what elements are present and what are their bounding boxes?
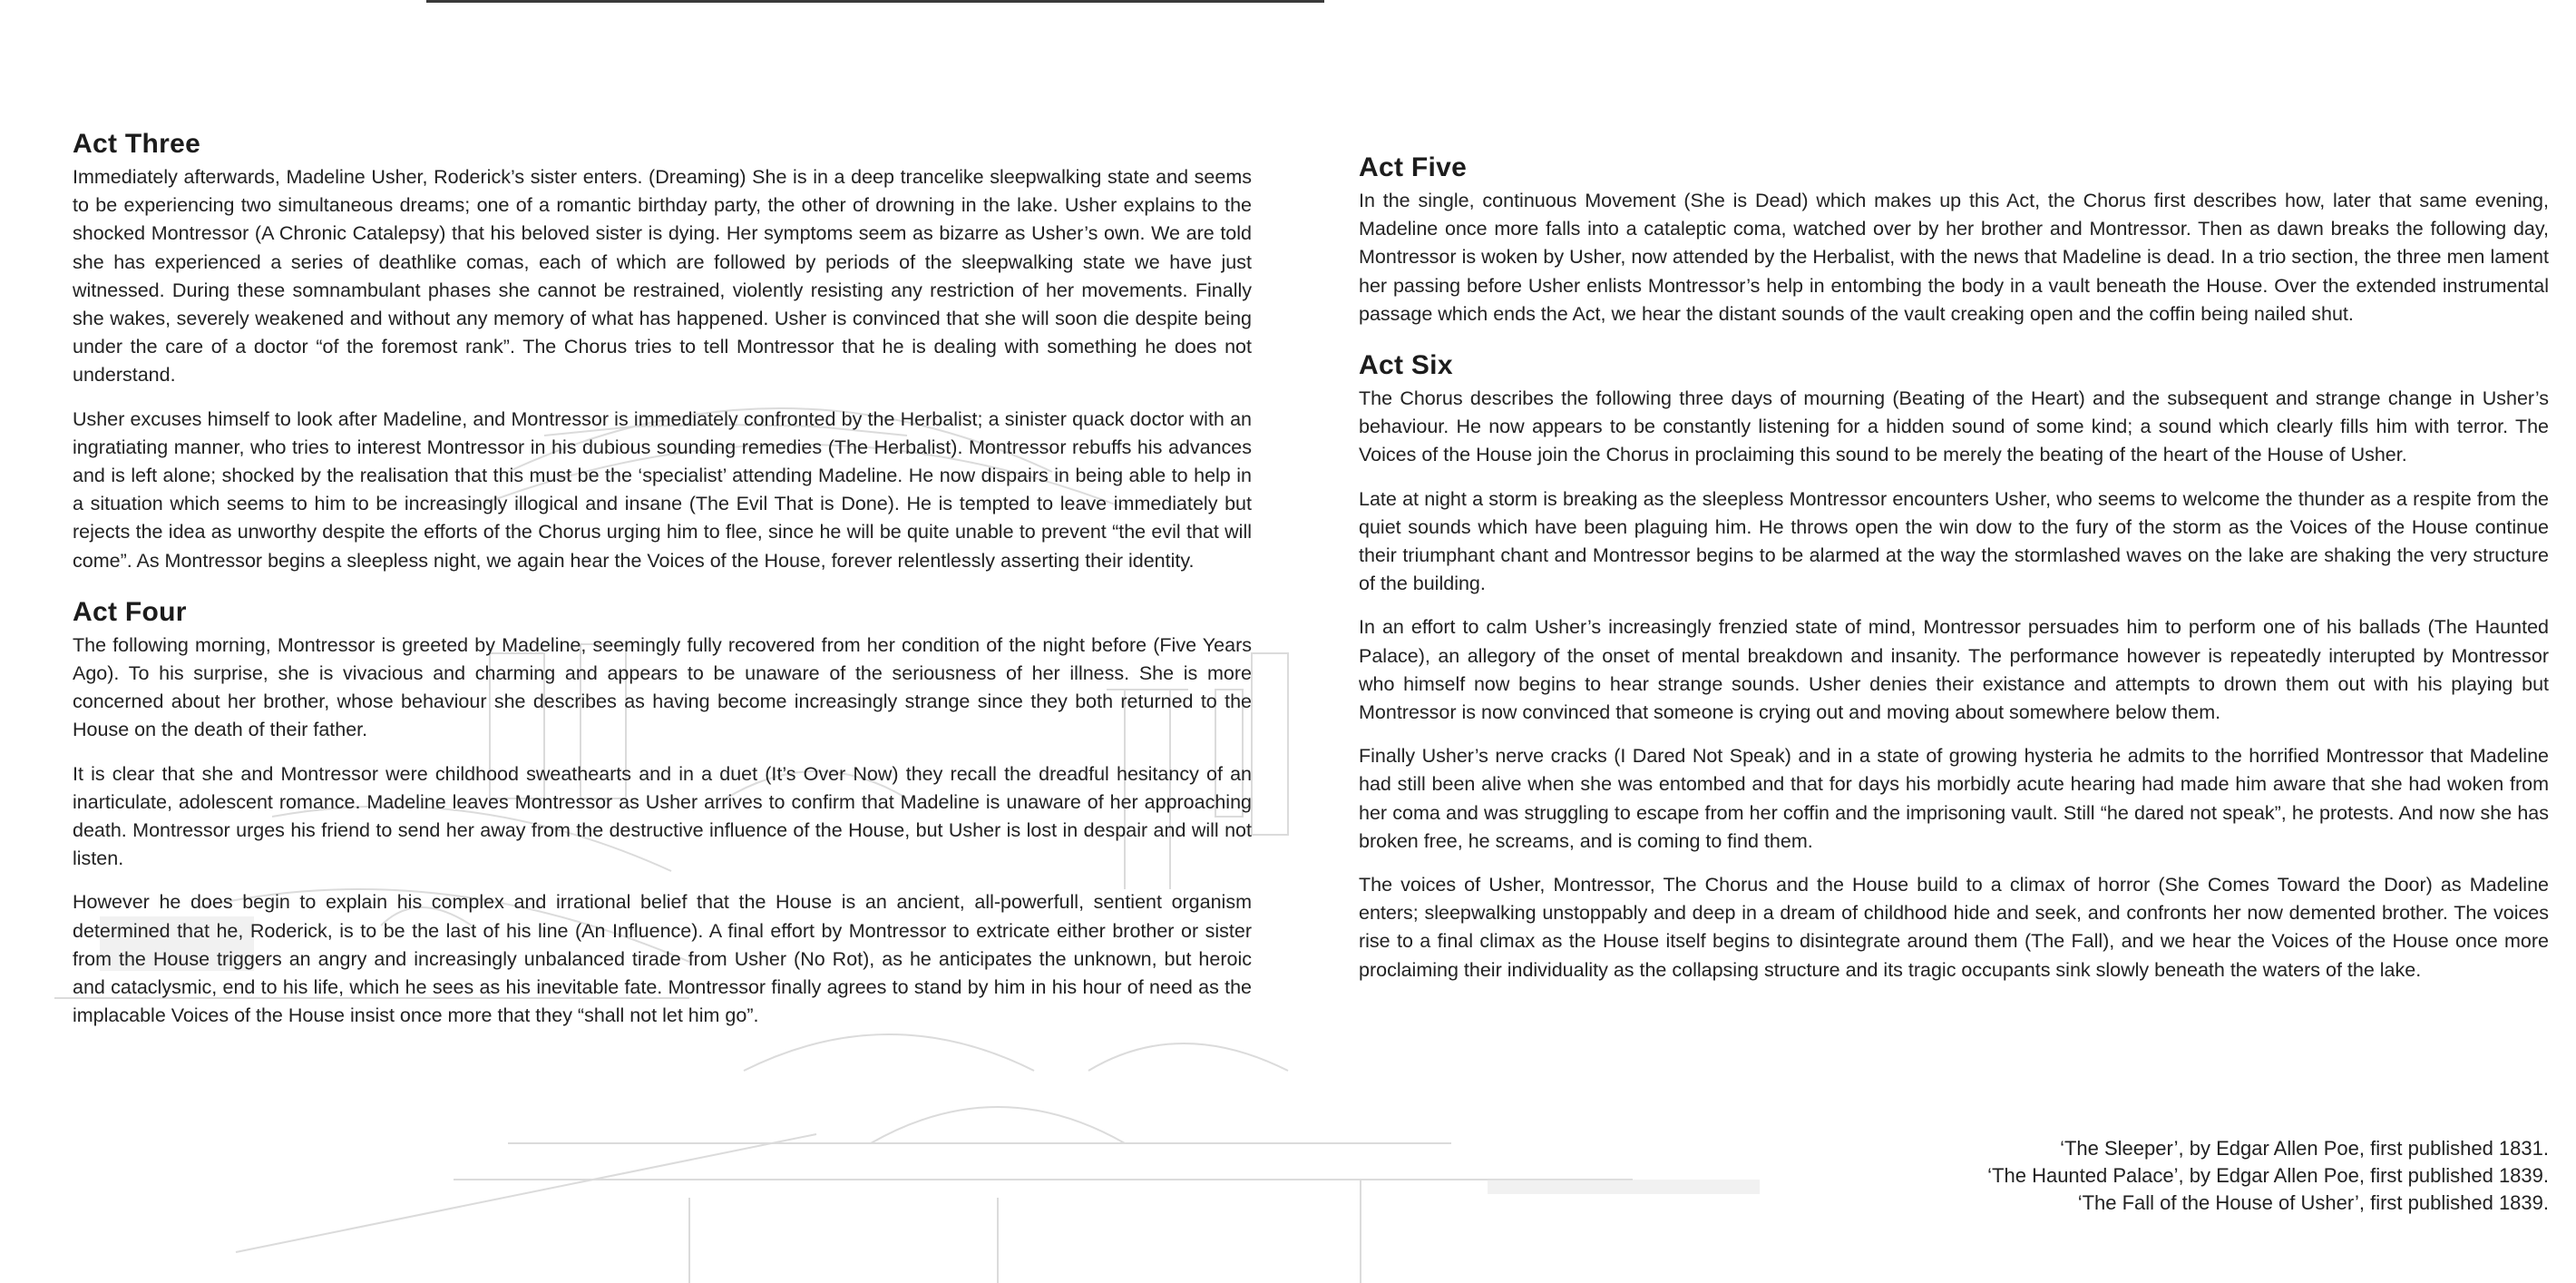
act-five-heading: Act Five [1359, 152, 1468, 182]
act-four-paragraph-2: It is clear that she and Montressor were childhood sweathearts and in a duet (It’s Over Now) they recall the dreadful hesitancy of an inarticulate, adolescent romance. Madeline leaves Montressor as Usher arrives to confirm that Madeline is unaware of her approaching death. Montressor urges his friend to send her away from the destructive influence of the House, but Usher is lost in despair and will not listen. [73, 762, 1252, 870]
act-six-paragraph-3: In an effort to calm Usher’s increasingly frenzied state of mind, Montressor persuades him to perform one of his ballads (The Haunted Palace), an allegory of the onset of mental breakdown and insanity. The performance however is repeatedly interupted by Montressor who himself now begins to hear strange sounds. Usher denies their existance and attempts to drown them out with his playing but Montressor is now convinced that someone is crying out and moving about somewhere below them. [1359, 616, 2549, 724]
right-column [1359, 152, 2549, 984]
credit-line: ‘The Sleeper’, by Edgar Allen Poe, first published 1831. [2060, 1137, 2549, 1160]
act-four-paragraph-3: However he does begin to explain his complex and irrational belief that the House is an ancient, all-powerfull, sentient organism determined that he, Roderick, is to be the last of his line (An Influence). A final effort by Montressor to extricate either brother or sister from the House triggers an angry and increasingly unbalanced tirade from Usher (No Rot), as he anticipates the unknown, but heroic and cataclysmic, end to his life, which he sees as his inevitable fate. Montressor finally agrees to stand by him in his hour of need as the implacable Voices of the House insist once more that they “shall not let him go”. [73, 891, 1252, 1027]
act-three-paragraph-1: Immediately afterwards, Madeline Usher, Roderick’s sister enters. (Dreaming) She is in a deep trancelike sleepwalking state and seems to be experiencing two simultaneous dreams; one of a romantic birthday party, the other of drowning in the lake. Usher explains to the shocked Montressor (A Chronic Catalepsy) that his beloved sister is dying. Her symptoms seem as bizarre as Usher’s own. We are told she has experienced a series of deathlike comas, each of which are followed by periods of the sleepwalking state we have just witnessed. During these somnambulant phases she cannot be restrained, violently resisting any restriction of her movements. Finally she wakes, severely weakened and without any memory of what has happened. Usher is convinced that she will soon die despite being under the care of a doctor “of the foremost rank”. The Chorus tries to tell Montressor that he is dealing with something he does not understand. [73, 166, 1252, 387]
act-three-heading: Act Three [73, 129, 201, 159]
act-six-heading: Act Six [1359, 350, 1453, 381]
left-column [73, 129, 1252, 1030]
act-five-paragraph-1: In the single, continuous Movement (She is Dead) which makes up this Act, the Chorus first describes how, later that same evening, Madeline once more falls into a cataleptic coma, watched over by her brother and Montressor. Then as dawn breaks the following day, Montressor is woken by Usher, now attended by the Herbalist, with the news that Madeline is dead. In a trio section, the three men lament her passing before Usher enlists Montressor’s help in entombing the body in a vault beneath the House. Over the extended instrumental passage which ends the Act, we hear the distant sounds of the vault creaking open and the coffin being nailed shut. [1359, 190, 2549, 325]
credit-line: ‘The Haunted Palace’, by Edgar Allen Poe, first published 1839. [1987, 1164, 2549, 1187]
act-six-paragraph-4: Finally Usher’s nerve cracks (I Dared Not Speak) and in a state of growing hysteria he admits to the horrified Montressor that Madeline had still been alive when she was entombed and that for days his morbidly acute hearing had made him aware that she had woken from her coma and was struggling to escape from her coffin and the imprisoning vault. Still “he dared not speak”, he protests. And now she has broken free, he screams, and is coming to find them. [1359, 745, 2549, 852]
act-six-paragraph-5: The voices of Usher, Montressor, The Chorus and the House build to a climax of horror (She Comes Toward the Door) as Madeline enters; sleepwalking unstoppably and deep in a dream of childhood hide and seek, and confronts her now demented brother. The voices rise to a final climax as the House itself begins to disintegrate around them (The Fall), and we hear the Voices of the House once more proclaiming their individuality as the collapsing structure and its tragic occupants sink slowly beneath the waters of the lake. [1359, 874, 2549, 981]
act-four-heading: Act Four [73, 596, 187, 627]
act-six-paragraph-1: The Chorus describes the following three days of mourning (Beating of the Heart) and the subsequent and strange change in Usher’s behaviour. He now appears to be constantly listening for a hidden sound of some kind; a sound which clearly fills him with terror. The Voices of the House join the Chorus in proclaiming this sound to be merely the beating of the heart of the House of Usher. [1359, 387, 2549, 466]
act-four-paragraph-1: The following morning, Montressor is greeted by Madeline, seemingly fully recovered from her condition of the night before (Five Years Ago). To his surprise, she is vivacious and charming and appears to be unaware of the seriousness of her illness. She is more concerned about her brother, whose behaviour she describes as having become increasingly strange since they both returned to the House on the death of their father. [73, 633, 1252, 741]
act-three-paragraph-2: Usher excuses himself to look after Madeline, and Montressor is immediately confronted by the Herbalist; a sinister quack doctor with an ingratiating manner, who tries to interest Montressor in his dubious sounding remedies (The Herbalist). Montressor rebuffs his advances and is left alone; shocked by the realisation that this must be the ‘specialist’ attending Madeline. He now dispairs in being able to help in a situation which seems to him to be increasingly illogical and insane (The Evil That is Done). He is tempted to leave immediately but rejects the idea as unworthy despite the efforts of the Chorus urging him to flee, since he will be quite unable to prevent “the evil that will come”. As Montressor begins a sleepless night, we again hear the Voices of the House, forever relentlessly asserting their identity. [73, 407, 1252, 572]
publication-credits [1823, 1135, 2549, 1217]
act-six-paragraph-2: Late at night a storm is breaking as the sleepless Montressor encounters Usher, who seems to welcome the thunder as a respite from the quiet sounds which have been plaguing him. He throws open the win dow to the fury of the storm as the Voices of the House continue their triumphant chant and Montressor begins to be alarmed at the way the stormlashed waves on the lake are shaking the very structure of the building. [1359, 487, 2549, 595]
credit-line: ‘The Fall of the House of Usher’, first published 1839. [2077, 1191, 2549, 1214]
